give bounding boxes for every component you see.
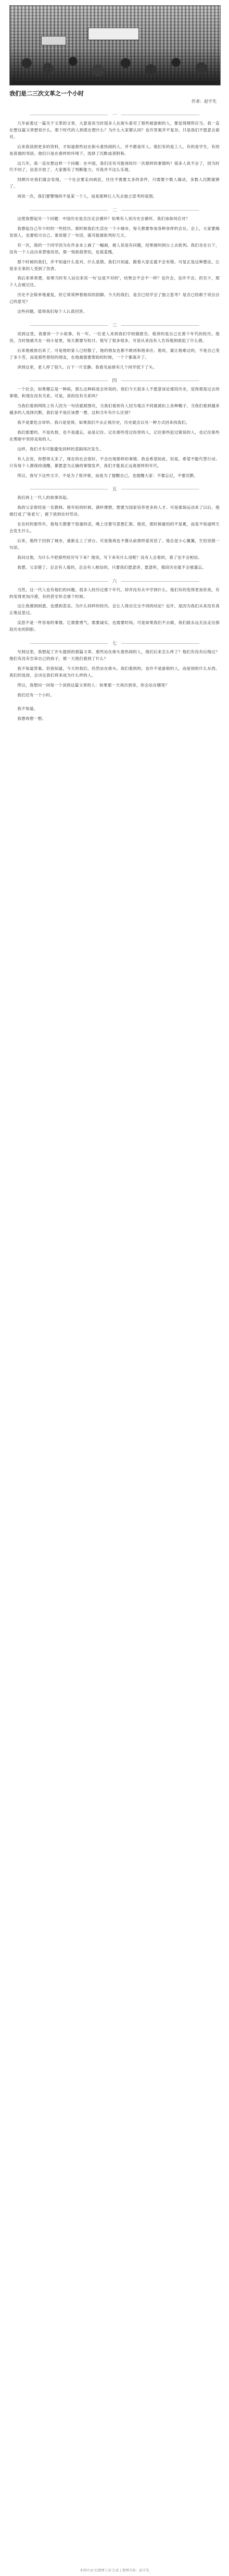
- section-paragraph: 后来，他终于回到了城市，重新走上了讲台。可是他再也不像从前那样爱说话了。他总是小心翼翼，生怕说错一句话。: [9, 538, 220, 550]
- photo-banner-small: [41, 36, 66, 45]
- page-footer: 本图片由'长微博工具'生成 | 微博名称：赵宇先: [80, 2568, 149, 2572]
- ending-closing: 我想再想一想。: [17, 716, 46, 721]
- section-paragraph: 所以，我写下这些文字，不是为了批评谁，而是为了提醒自己，也提醒大家：不要忘记，不要沉默。: [17, 473, 198, 478]
- article-section: [9, 323, 220, 371]
- section-paragraph: 我后来常常想，如果当时有人站出来说一句'这是不对的'，结果会不会不一样？也许会，也许不会。但至少，那个人会被记住。: [9, 276, 220, 288]
- section-paragraph: 所以，我想问一问每一个读到这篇文章的人：如果那一天再次到来，你会站在哪里？: [17, 682, 170, 688]
- section-paragraph: 这样，我们才有可能避免同样的悲剧再次发生。: [17, 446, 104, 451]
- header-photo: [9, 5, 221, 85]
- article-section: [9, 207, 220, 315]
- section-number: 二: [9, 207, 220, 214]
- section-paragraph: 我们还有一个小时。: [17, 692, 55, 697]
- section-paragraph: 这些问题，值得我们每个人认真回答。: [17, 309, 87, 314]
- section-paragraph: 我们需要的，不是仇恨，也不是遗忘，而是记住。记住那些受过伤害的人，记住那些犯过错误的人，也记住那些在黑暗中坚持良知的人。: [9, 430, 220, 441]
- section-paragraph: 我想起自己年少时的一些经历。那时候我们生活在一个小城市，每天都要参加各种各样的会议。会上，大家要揭发别人，也要检讨自己。谁说错了一句话，就可能被批判好几天。: [9, 226, 220, 238]
- photo-crowd: [10, 48, 220, 85]
- section-paragraph: 我不知道答案。但我知道，今天的我们，仍然站在街头。我们看到的，也许不是游街的人，而是别的什么东西。我们的选择，会决定我们将来成为什么样的人。: [9, 666, 220, 678]
- section-number: 四: [9, 378, 220, 384]
- section-number: 一: [9, 112, 220, 118]
- section-paragraph: 有一次，我的一个同学因为在作业本上画了一幅画，被人说是有问题，结果被叫到台上去批判。我们坐在台下，没有一个人站出来替他说话。那一刻我很害怕，也很羞愧。: [9, 242, 220, 254]
- section-paragraph: 我想，父亲错了。总会有人看的，总会有人相信的。只要我们愿意讲，愿意听，那段历史就不会被遗忘。: [17, 565, 207, 570]
- section-paragraph: 这使我想起另一个问题：中国历史是否注定会循环？如果有人说历史会循环，我们该如何应对？: [17, 216, 190, 222]
- section-paragraph: 一个社会，如果健忘是一种病，那么这种病是会传染的。我们今天很多人不愿意谈论那段历史，觉得那是过去的事情，和现在没有关系。可是，真的没有关系吗？: [9, 387, 220, 399]
- section-number: 七: [9, 641, 220, 647]
- article-byline: 作者：赵宇先: [192, 99, 217, 104]
- section-paragraph: 后来我读到更多的资料，才知道那些站在街头看热闹的人，并不都是坏人。他们有的是工人，有的是学生，有的是普通的邻居。他们只是在那样的环境下，选择了沉默或者附和。: [9, 144, 220, 156]
- article-body: [9, 112, 220, 698]
- photo-banner: [88, 28, 139, 40]
- article-section: [9, 641, 220, 698]
- section-paragraph: 讲到这里，老人停了很久。台下一片安静。我看见前排有几个同学低下了头。: [17, 364, 157, 370]
- section-paragraph: 后来他被放出来了，可是他的家人已经散了，他的朋友也都不敢再和他来往。他说，最让他难过的，不是自己受了多少苦，而是那些曾经的朋友，在他最需要帮助的时候，一个个都离开了。: [9, 348, 220, 360]
- section-paragraph: 我不是要危言耸听。我只是觉得，如果我们不去正视历史，历史就会以另一种方式回来找我们。: [17, 420, 190, 425]
- section-paragraph: 在农村的那些年，他每天都要干很重的活，晚上还要写思想汇报。他说，那时候最怕的不是累，而是不知道明天会发生什么。: [9, 522, 220, 534]
- section-paragraph: 当然，这一代人也有他们的问题。很多人经历过那个年代，却并没有从中学到什么。他们有的变得更加世故，有的变得更加冷漠，有的甚至怀念那个时候。: [9, 587, 220, 599]
- article-title: 我们是二三次文革之一个小时: [9, 90, 84, 97]
- section-paragraph: 回顾历史我们就会发现，一个社会要走向疯狂，往往不需要太多的条件，只需要少数人煽动，多数人沉默就够了。: [9, 177, 220, 189]
- section-number: 五: [9, 486, 220, 493]
- section-paragraph: 我们再上一代人的故事说起。: [17, 495, 71, 500]
- article-section: [9, 486, 220, 571]
- article-section: [9, 579, 220, 633]
- section-paragraph: 有人会说，你想得太多了，现在的社会很好，不会出现那样的事情。我也希望如此。但是，希望不能代替行动。只有每个人都保持清醒，都愿意为正确的事情发声，我们才能真正远离那样的年代。: [9, 456, 220, 468]
- section-number: 六: [9, 579, 220, 585]
- section-paragraph: 我的父亲曾经是一名教师。他年轻的时候，满怀理想，想要为国家培养更多的人才。可是那场运动来了以后，他被打成了'臭老九'，被下放到农村劳动。: [9, 505, 220, 517]
- article-ending: [9, 706, 220, 722]
- section-paragraph: 再说一次，我们要警惕的不是某一个人，而是那种让人失去独立思考的氛围。: [17, 194, 157, 199]
- section-paragraph: 几年前看过一篇关于文革的文章，大意是说当时很多人在街头看见了那些被游街的人，都觉得理所应当。我一直在想这篇文章想说什么。那个时代的人到底在想什么？为什么大家都认同？也许答案并不复杂，只是我们不愿意去面对。: [9, 121, 220, 139]
- article-page: [0, 5, 229, 2576]
- article-section: [9, 112, 220, 200]
- section-paragraph: 反思不是一件容易的事情。它需要勇气，需要诚实，也需要时间。可是如果我们不去做，我们就永远无法走出那段历史的阴影。: [9, 620, 220, 632]
- ending-question: 我不知道。: [17, 706, 38, 712]
- section-number: 三: [9, 323, 220, 329]
- section-paragraph: 历史不会简单地重复，但它常常押着相似的韵脚。今天的我们，是否已经学会了独立思考？是否已经敢于说出自己的意见？: [9, 292, 220, 304]
- section-paragraph: 这几年，我一直在想这样一个问题：在中国，我们还有可能再经历一次那样的事情吗？很多人说不会了，因为时代不同了，信息开放了，大家都有了判断能力。可我并不这么乐观。: [9, 161, 220, 173]
- section-paragraph: 那个时候的我们，并不知道什么是对，什么是错。我们只知道，跟着大家走就不会有错。可是正是这种想法，让很多无辜的人受到了伤害。: [9, 259, 220, 271]
- section-paragraph: 当我们看到网络上有人因为一句话就被围攻，当我们看到有人因为观点不同就被扣上各种帽子，当我们看到越来越多的人选择沉默，我们是不是应该想一想，这和当年有什么区别？: [9, 403, 220, 415]
- section-paragraph: 说到这里，我要讲一个小故事。有一年，一位老人来到我们学校做报告。他讲的是自己在那个年代的经历。他说，当时他被关在一间小屋里，每天都要写检讨。他写了很多很多，可是从来没有人告诉他到底犯了什么错。: [9, 331, 220, 343]
- section-paragraph: 这让我感到困惑，也感到悲哀。为什么同样的经历，会让人得出完全不同的结论？也许，是因为我们从来没有真正地反思过。: [9, 604, 220, 616]
- section-paragraph: 我问过他，为什么不把那些经历写下来？他说，写下来有什么用呢？没有人会看的，看了也不会相信。: [17, 555, 202, 560]
- section-paragraph: 写到这里，我想起了开头提到的那篇文章。那些站在街头看热闹的人，他们后来怎么样了？他们有没有后悔过？他们有没有告诉自己的孩子，那一天他们看到了什么？: [9, 649, 220, 661]
- article-section: [9, 378, 220, 479]
